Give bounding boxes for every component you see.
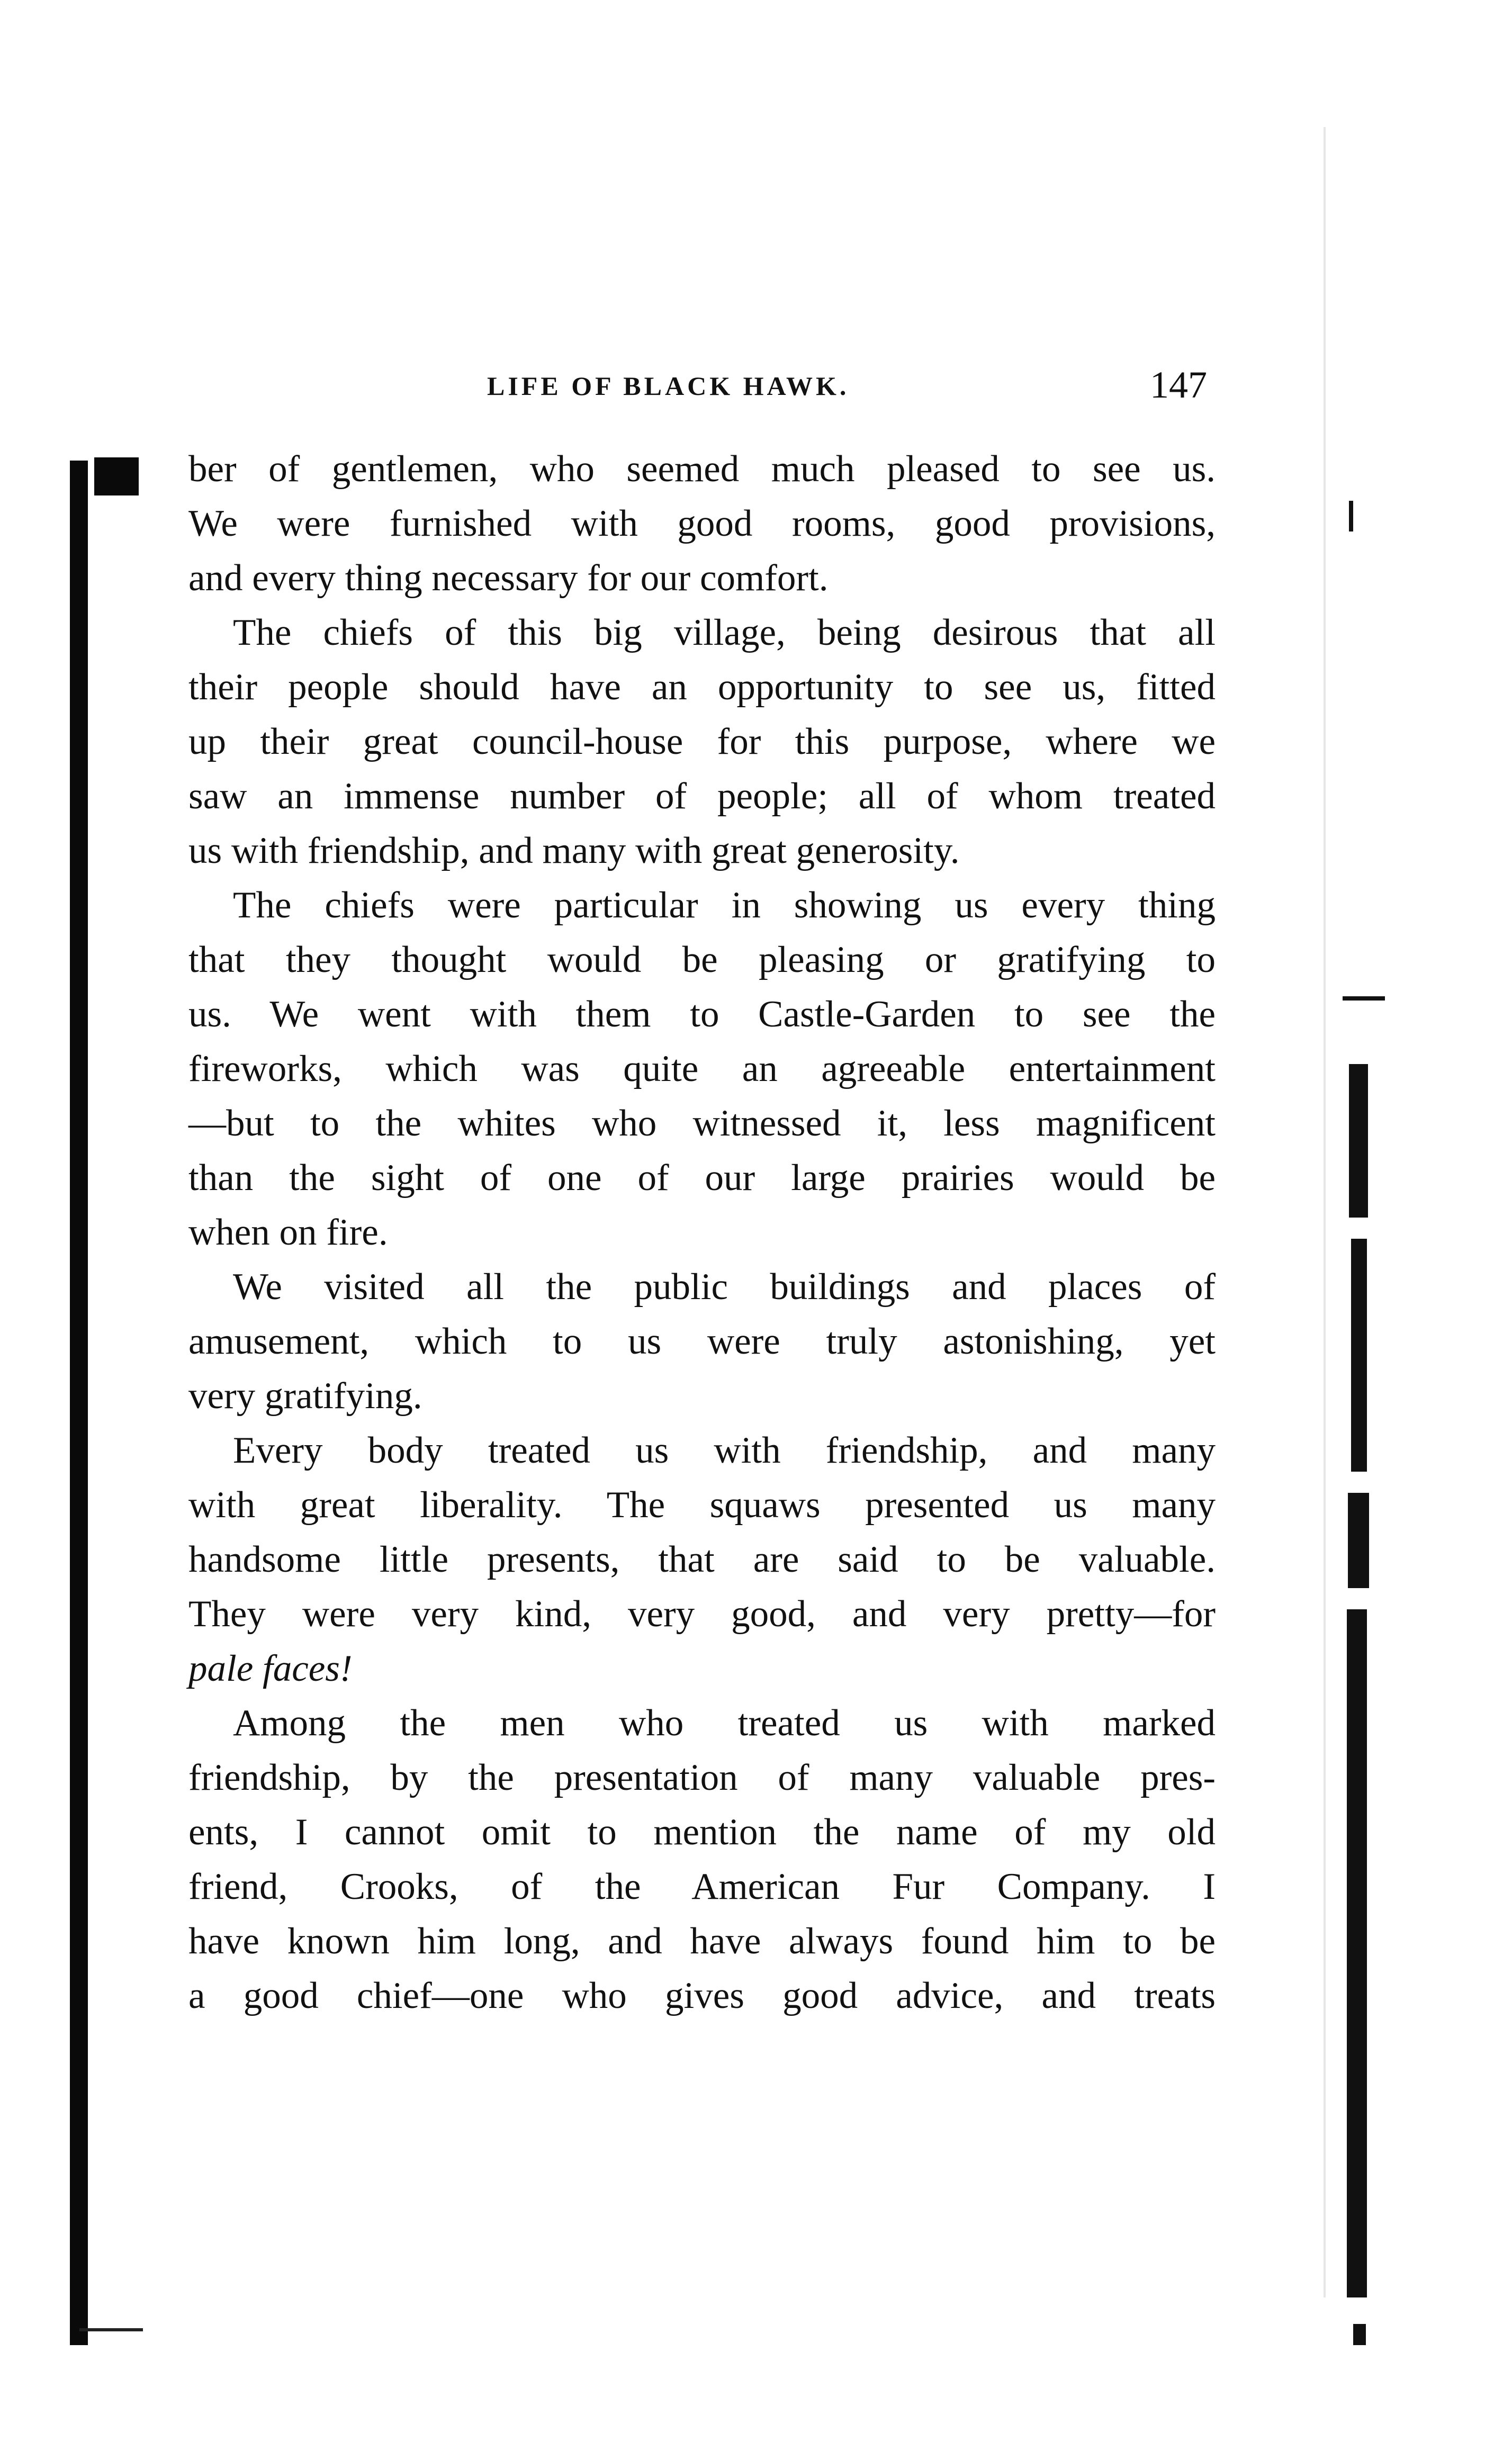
text-line: amusement, which to us were truly astonishing, yet bbox=[188, 1321, 1216, 1362]
text-line: their people should have an opportunity to see us, fitted bbox=[188, 666, 1216, 708]
text-line: a good chief—one who gives good advice, and treats bbox=[188, 1975, 1216, 2016]
text-line: with great liberality. The squaws presented us many bbox=[188, 1484, 1216, 1526]
text-line: us. We went with them to Castle-Garden to see the bbox=[188, 994, 1216, 1035]
bleed-through-mark bbox=[1349, 1064, 1368, 1218]
page-number: 147 bbox=[1150, 364, 1207, 406]
text-line: very gratifying. bbox=[188, 1375, 422, 1417]
text-line: friend, Crooks, of the American Fur Company. I bbox=[188, 1866, 1216, 1907]
page-edge bbox=[1324, 127, 1326, 2297]
text-line: when on fire. bbox=[188, 1212, 388, 1253]
text-line: We visited all the public buildings and places of bbox=[233, 1266, 1216, 1308]
bleed-through-mark bbox=[1348, 1493, 1369, 1588]
bleed-through-mark bbox=[1347, 1609, 1367, 2297]
text-line: fireworks, which was quite an agreeable entertainment bbox=[188, 1048, 1216, 1089]
text-line: have known him long, and have always found him to be bbox=[188, 1921, 1216, 1962]
text-line: and every thing necessary for our comfort. bbox=[188, 557, 829, 599]
running-title: LIFE OF BLACK HAWK. bbox=[487, 371, 850, 401]
text-line: ber of gentlemen, who seemed much pleased to see us. bbox=[188, 448, 1216, 490]
bleed-through-mark bbox=[1353, 2324, 1366, 2345]
text-line: ents, I cannot omit to mention the name of my old bbox=[188, 1812, 1216, 1853]
text-line: Every body treated us with friendship, and many bbox=[233, 1430, 1216, 1471]
bleed-through-mark bbox=[1343, 996, 1385, 1001]
bleed-mark bbox=[1349, 501, 1353, 531]
text-line: pale faces! bbox=[188, 1648, 353, 1689]
text-line: —but to the whites who witnessed it, less magnificent bbox=[188, 1103, 1216, 1144]
running-header bbox=[0, 363, 1512, 416]
text-line: that they thought would be pleasing or gratifying to bbox=[188, 939, 1216, 980]
text-line: They were very kind, very good, and very pretty—for bbox=[188, 1593, 1216, 1635]
text-line: The chiefs of this big village, being desirous that all bbox=[233, 612, 1216, 653]
binding-shadow-foot bbox=[79, 2328, 143, 2331]
text-line: Among the men who treated us with marked bbox=[233, 1702, 1216, 1744]
text-line: handsome little presents, that are said to be valuable. bbox=[188, 1539, 1216, 1580]
text-line: than the sight of one of our large prairies would be bbox=[188, 1157, 1216, 1199]
binding-shadow-bar bbox=[70, 461, 88, 2345]
binding-shadow-tab bbox=[94, 457, 139, 495]
text-line: up their great council-house for this purpose, where we bbox=[188, 721, 1216, 762]
bleed-through-mark bbox=[1351, 1239, 1367, 1472]
text-line: The chiefs were particular in showing us every thing bbox=[233, 885, 1216, 926]
text-line: friendship, by the presentation of many valuable pres- bbox=[188, 1757, 1216, 1798]
text-line: us with friendship, and many with great generosity. bbox=[188, 830, 960, 871]
text-line: We were furnished with good rooms, good provisions, bbox=[188, 503, 1216, 544]
text-line: saw an immense number of people; all of whom treated bbox=[188, 776, 1216, 817]
